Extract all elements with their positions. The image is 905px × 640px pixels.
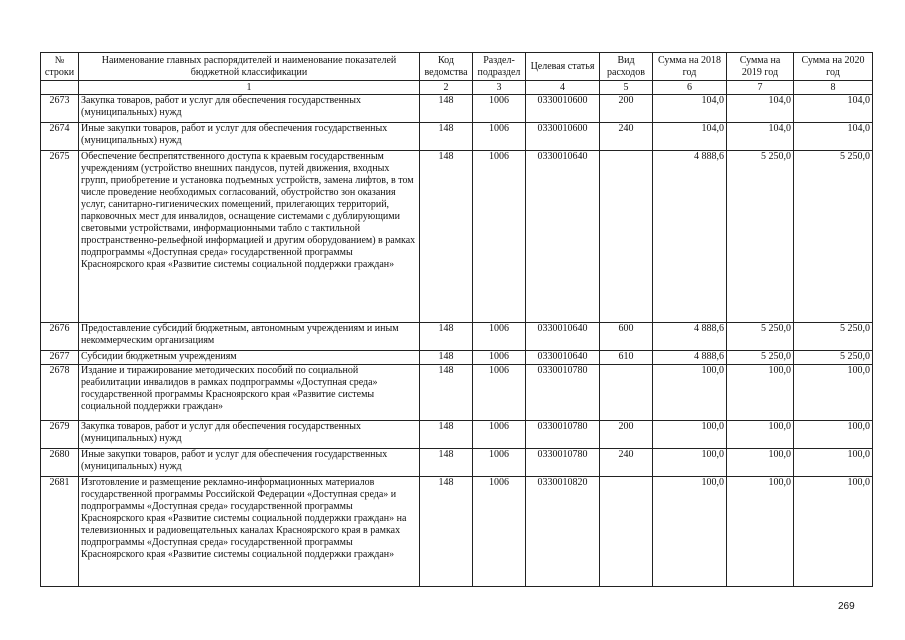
header-expense-type: Вид расходов <box>600 53 653 81</box>
row-number: 2673 <box>41 95 79 123</box>
section-code: 1006 <box>473 449 526 477</box>
column-number: 4 <box>526 81 600 95</box>
sum-2019: 100,0 <box>727 477 794 587</box>
table-row <box>41 123 873 151</box>
sum-2018: 100,0 <box>653 421 727 449</box>
target-article: 0330010600 <box>526 95 600 123</box>
sum-2020: 5 250,0 <box>794 151 873 323</box>
row-number: 2677 <box>41 351 79 365</box>
department-code: 148 <box>420 449 473 477</box>
section-code: 1006 <box>473 477 526 587</box>
sum-2020: 5 250,0 <box>794 351 873 365</box>
target-article: 0330010780 <box>526 365 600 421</box>
sum-2020: 100,0 <box>794 365 873 421</box>
sum-2018: 100,0 <box>653 365 727 421</box>
department-code: 148 <box>420 151 473 323</box>
table-row <box>41 421 873 449</box>
header-target-article: Целевая статья <box>526 53 600 81</box>
row-name: Иные закупки товаров, работ и услуг для обеспечения государственных (муниципальных) нужд <box>79 123 420 151</box>
row-name: Издание и тиражирование методических пособий по социальной реабилитации инвалидов в рамках подпрограммы «Доступная среда» государственной программы Красноярского края «Развитие системы социальной поддержки граждан» <box>79 365 420 421</box>
table-row <box>41 95 873 123</box>
sum-2020: 100,0 <box>794 421 873 449</box>
sum-2020: 104,0 <box>794 123 873 151</box>
row-name: Закупка товаров, работ и услуг для обеспечения государственных (муниципальных) нужд <box>79 95 420 123</box>
header-row-number: № строки <box>41 53 79 81</box>
column-number: 2 <box>420 81 473 95</box>
expense-type: 610 <box>600 351 653 365</box>
row-number: 2676 <box>41 323 79 351</box>
department-code: 148 <box>420 95 473 123</box>
row-number: 2681 <box>41 477 79 587</box>
department-code: 148 <box>420 123 473 151</box>
target-article: 0330010640 <box>526 323 600 351</box>
header-row <box>41 53 873 81</box>
row-name: Закупка товаров, работ и услуг для обеспечения государственных (муниципальных) нужд <box>79 421 420 449</box>
column-number: 1 <box>79 81 420 95</box>
row-name: Обеспечение беспрепятственного доступа к краевым государственным учреждениям (устройство внешних пандусов, путей движения, входных групп, приобретение и установка подъемных устройств, замена лифтов, в том числе проведение необходимых согласований, обустройство зон оказания услуг, санитарно-гигиенических помещений, прилегающих территорий, парковочных мест для инвалидов, оснащение системами с дублирующими световыми устройствами, информационными табло с тактильной пространственно-рельефной информацией и другим оборудованием) в рамках подпрограммы «Доступная среда» государственной программы Красноярского края «Развитие системы социальной поддержки граждан» <box>79 151 420 323</box>
header-sum-2018: Сумма на 2018 год <box>653 53 727 81</box>
section-code: 1006 <box>473 365 526 421</box>
target-article: 0330010780 <box>526 421 600 449</box>
column-number: 7 <box>727 81 794 95</box>
sum-2020: 100,0 <box>794 477 873 587</box>
column-number: 6 <box>653 81 727 95</box>
department-code: 148 <box>420 365 473 421</box>
column-number: 5 <box>600 81 653 95</box>
expense-type: 240 <box>600 123 653 151</box>
sum-2020: 104,0 <box>794 95 873 123</box>
row-number: 2680 <box>41 449 79 477</box>
sum-2018: 4 888,6 <box>653 323 727 351</box>
target-article: 0330010640 <box>526 351 600 365</box>
expense-type <box>600 365 653 421</box>
column-number <box>41 81 79 95</box>
header-section: Раздел-подраздел <box>473 53 526 81</box>
target-article: 0330010780 <box>526 449 600 477</box>
sum-2018: 100,0 <box>653 449 727 477</box>
table-row <box>41 151 873 323</box>
row-number: 2675 <box>41 151 79 323</box>
row-name: Иные закупки товаров, работ и услуг для обеспечения государственных (муниципальных) нужд <box>79 449 420 477</box>
section-code: 1006 <box>473 421 526 449</box>
sum-2018: 4 888,6 <box>653 151 727 323</box>
sum-2019: 104,0 <box>727 123 794 151</box>
header-department-code: Код ведомства <box>420 53 473 81</box>
row-name: Предоставление субсидий бюджетным, автономным учреждениям и иным некоммерческим организациям <box>79 323 420 351</box>
expense-type <box>600 477 653 587</box>
table-row <box>41 365 873 421</box>
sum-2019: 100,0 <box>727 449 794 477</box>
section-code: 1006 <box>473 95 526 123</box>
table-row <box>41 477 873 587</box>
sum-2018: 104,0 <box>653 123 727 151</box>
budget-table <box>40 52 873 587</box>
section-code: 1006 <box>473 323 526 351</box>
department-code: 148 <box>420 351 473 365</box>
sum-2018: 100,0 <box>653 477 727 587</box>
header-sum-2019: Сумма на 2019 год <box>727 53 794 81</box>
section-code: 1006 <box>473 351 526 365</box>
target-article: 0330010640 <box>526 151 600 323</box>
sum-2020: 100,0 <box>794 449 873 477</box>
sum-2019: 5 250,0 <box>727 351 794 365</box>
expense-type: 200 <box>600 95 653 123</box>
expense-type: 600 <box>600 323 653 351</box>
column-number-row <box>41 81 873 95</box>
department-code: 148 <box>420 477 473 587</box>
row-number: 2674 <box>41 123 79 151</box>
expense-type: 240 <box>600 449 653 477</box>
page-number: 269 <box>838 601 855 612</box>
sum-2018: 4 888,6 <box>653 351 727 365</box>
section-code: 1006 <box>473 123 526 151</box>
sum-2019: 104,0 <box>727 95 794 123</box>
row-name: Субсидии бюджетным учреждениям <box>79 351 420 365</box>
sum-2019: 5 250,0 <box>727 151 794 323</box>
department-code: 148 <box>420 323 473 351</box>
sum-2019: 5 250,0 <box>727 323 794 351</box>
sum-2019: 100,0 <box>727 365 794 421</box>
row-name: Изготовление и размещение рекламно-информационных материалов государственной программы Российской Федерации «Доступная среда» и подпрограммы «Доступная среда» государственной программы Красноярского края «Развитие системы социальной поддержки граждан» на телевизионных и радиовещательных каналах Красноярского края в рамках подпрограммы «Доступная среда» государственной программы Красноярского края «Развитие системы социальной поддержки граждан» <box>79 477 420 587</box>
sum-2018: 104,0 <box>653 95 727 123</box>
column-number: 8 <box>794 81 873 95</box>
target-article: 0330010820 <box>526 477 600 587</box>
department-code: 148 <box>420 421 473 449</box>
column-number: 3 <box>473 81 526 95</box>
sum-2019: 100,0 <box>727 421 794 449</box>
sum-2020: 5 250,0 <box>794 323 873 351</box>
section-code: 1006 <box>473 151 526 323</box>
header-name: Наименование главных распорядителей и наименование показателей бюджетной классификации <box>79 53 420 81</box>
target-article: 0330010600 <box>526 123 600 151</box>
header-sum-2020: Сумма на 2020 год <box>794 53 873 81</box>
row-number: 2678 <box>41 365 79 421</box>
row-number: 2679 <box>41 421 79 449</box>
expense-type <box>600 151 653 323</box>
table-row <box>41 323 873 351</box>
table-row <box>41 449 873 477</box>
table-row <box>41 351 873 365</box>
expense-type: 200 <box>600 421 653 449</box>
